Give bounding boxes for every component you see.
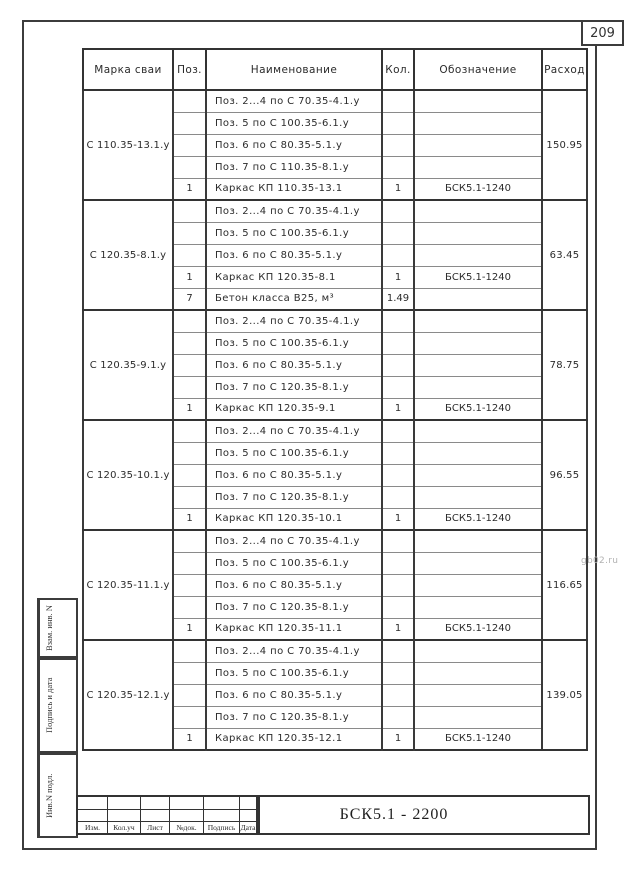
qty-cell: [382, 706, 414, 728]
poz-cell: [173, 90, 206, 112]
poz-cell: [173, 552, 206, 574]
side-label-vzam-inv-n: Взам. инв. N: [39, 600, 58, 656]
name-cell: Бетон класса В25, м³: [206, 288, 382, 310]
designation-cell: [414, 354, 542, 376]
designation-cell: [414, 574, 542, 596]
name-cell: Поз. 6 по С 80.35-5.1.у: [206, 134, 382, 156]
designation-cell: БСК5.1-1240: [414, 398, 542, 420]
poz-cell: [173, 310, 206, 332]
poz-cell: [173, 530, 206, 552]
designation-cell: [414, 112, 542, 134]
watermark: gb02.ru: [581, 556, 619, 566]
name-cell: Поз. 2...4 по С 70.35-4.1.у: [206, 310, 382, 332]
poz-cell: [173, 376, 206, 398]
qty-cell: [382, 442, 414, 464]
poz-cell: [173, 332, 206, 354]
designation-cell: БСК5.1-1240: [414, 508, 542, 530]
designation-cell: [414, 420, 542, 442]
consumption-cell: 63.45: [542, 200, 587, 310]
poz-cell: [173, 156, 206, 178]
qty-cell: 1: [382, 266, 414, 288]
poz-cell: [173, 244, 206, 266]
table-header-row: [83, 49, 587, 90]
name-cell: Каркас КП 120.35-9.1: [206, 398, 382, 420]
name-cell: Поз. 6 по С 80.35-5.1.у: [206, 574, 382, 596]
consumption-cell: 150.95: [542, 90, 587, 200]
stamp-column-label: №док.: [170, 822, 204, 833]
consumption-cell: 139.05: [542, 640, 587, 750]
side-cell-podpis: [37, 658, 78, 753]
designation-cell: [414, 486, 542, 508]
qty-cell: 1: [382, 618, 414, 640]
mark-cell: С 120.35-12.1.у: [83, 640, 173, 750]
qty-cell: [382, 640, 414, 662]
designation-cell: [414, 310, 542, 332]
page-number: 209: [590, 25, 615, 41]
qty-cell: [382, 332, 414, 354]
qty-cell: 1: [382, 178, 414, 200]
qty-cell: [382, 596, 414, 618]
side-cell-blank: [58, 660, 76, 751]
name-cell: Поз. 7 по С 120.35-8.1.у: [206, 376, 382, 398]
name-cell: Каркас КП 120.35-10.1: [206, 508, 382, 530]
name-cell: Поз. 5 по С 100.35-6.1.у: [206, 662, 382, 684]
name-cell: Поз. 5 по С 100.35-6.1.у: [206, 332, 382, 354]
stamp-cell: [240, 797, 256, 810]
designation-cell: [414, 200, 542, 222]
name-cell: Каркас КП 120.35-8.1: [206, 266, 382, 288]
stamp-column-label: Кол.уч: [108, 822, 141, 833]
header-poz: Поз.: [173, 49, 206, 90]
designation-cell: [414, 596, 542, 618]
qty-cell: 1: [382, 728, 414, 750]
poz-cell: 1: [173, 508, 206, 530]
name-cell: Каркас КП 120.35-12.1: [206, 728, 382, 750]
designation-cell: [414, 288, 542, 310]
consumption-cell: 116.65: [542, 530, 587, 640]
mark-cell: С 120.35-11.1.у: [83, 530, 173, 640]
qty-cell: [382, 464, 414, 486]
qty-cell: [382, 662, 414, 684]
stamp-column-label: Дата: [240, 823, 256, 832]
stamp-cell: [78, 797, 108, 810]
qty-cell: [382, 552, 414, 574]
qty-cell: [382, 134, 414, 156]
name-cell: Поз. 2...4 по С 70.35-4.1.у: [206, 530, 382, 552]
stamp-cell: [204, 797, 240, 810]
qty-cell: [382, 112, 414, 134]
stamp-column-label: Лист: [141, 822, 170, 833]
poz-cell: 1: [173, 178, 206, 200]
name-cell: Каркас КП 110.35-13.1: [206, 178, 382, 200]
poz-cell: 1: [173, 728, 206, 750]
stamp-grid: [76, 795, 258, 835]
name-cell: Поз. 7 по С 120.35-8.1.у: [206, 596, 382, 618]
table-row: [83, 420, 587, 442]
qty-cell: [382, 200, 414, 222]
name-cell: Поз. 2...4 по С 70.35-4.1.у: [206, 640, 382, 662]
qty-cell: [382, 222, 414, 244]
mark-cell: С 110.35-13.1.у: [83, 90, 173, 200]
name-cell: Поз. 7 по С 110.35-8.1.у: [206, 156, 382, 178]
name-cell: Поз. 7 по С 120.35-8.1.у: [206, 706, 382, 728]
name-cell: Поз. 5 по С 100.35-6.1.у: [206, 552, 382, 574]
designation-cell: [414, 684, 542, 706]
stamp-column-label: Подпись: [204, 822, 240, 833]
designation-cell: [414, 376, 542, 398]
name-cell: Поз. 6 по С 80.35-5.1.у: [206, 244, 382, 266]
poz-cell: [173, 464, 206, 486]
mark-cell: С 120.35-8.1.у: [83, 200, 173, 310]
qty-cell: [382, 684, 414, 706]
qty-cell: 1: [382, 398, 414, 420]
qty-cell: [382, 486, 414, 508]
name-cell: Поз. 2...4 по С 70.35-4.1.у: [206, 200, 382, 222]
poz-cell: [173, 574, 206, 596]
designation-cell: [414, 134, 542, 156]
name-cell: Каркас КП 120.35-11.1: [206, 618, 382, 640]
document-code: БСК5.1 - 2200: [258, 795, 590, 835]
header-name: Наименование: [206, 49, 382, 90]
side-cell-vzam: [37, 598, 78, 658]
poz-cell: 1: [173, 618, 206, 640]
designation-cell: БСК5.1-1240: [414, 618, 542, 640]
name-cell: Поз. 6 по С 80.35-5.1.у: [206, 464, 382, 486]
designation-cell: [414, 442, 542, 464]
name-cell: Поз. 2...4 по С 70.35-4.1.у: [206, 90, 382, 112]
stamp-cell: [170, 810, 204, 822]
spec-table-body: [83, 90, 587, 750]
qty-cell: [382, 420, 414, 442]
designation-cell: [414, 552, 542, 574]
table-row: [83, 200, 587, 222]
designation-cell: БСК5.1-1240: [414, 266, 542, 288]
qty-cell: [382, 244, 414, 266]
header-qty: Кол.: [382, 49, 414, 90]
qty-cell: [382, 574, 414, 596]
poz-cell: [173, 662, 206, 684]
page-number-box: [581, 20, 624, 46]
poz-cell: 7: [173, 288, 206, 310]
name-cell: Поз. 7 по С 120.35-8.1.у: [206, 486, 382, 508]
side-label-podpis-i-data: Подпись и дата: [39, 660, 58, 751]
qty-cell: [382, 354, 414, 376]
designation-cell: [414, 332, 542, 354]
poz-cell: [173, 112, 206, 134]
poz-cell: [173, 684, 206, 706]
stamp-cell: [141, 810, 170, 822]
mark-cell: С 120.35-10.1.у: [83, 420, 173, 530]
designation-cell: [414, 706, 542, 728]
designation-cell: [414, 156, 542, 178]
poz-cell: [173, 420, 206, 442]
designation-cell: [414, 464, 542, 486]
designation-cell: БСК5.1-1240: [414, 178, 542, 200]
consumption-cell: 78.75: [542, 310, 587, 420]
poz-cell: [173, 354, 206, 376]
stamp-cell: [78, 810, 108, 822]
poz-cell: [173, 222, 206, 244]
name-cell: Поз. 5 по С 100.35-6.1.у: [206, 442, 382, 464]
stamp-cell: [204, 810, 240, 822]
side-label-inv-n-podl: Инв.N подл.: [39, 755, 58, 836]
side-cell-inv: [37, 753, 78, 838]
mark-cell: С 120.35-9.1.у: [83, 310, 173, 420]
designation-cell: [414, 530, 542, 552]
poz-cell: [173, 486, 206, 508]
poz-cell: 1: [173, 266, 206, 288]
header-consumption: Расход: [542, 49, 587, 90]
designation-cell: [414, 222, 542, 244]
name-cell: Поз. 6 по С 80.35-5.1.у: [206, 354, 382, 376]
header-designation: Обозначение: [414, 49, 542, 90]
pile-spec-table: [82, 48, 588, 751]
name-cell: Поз. 5 по С 100.35-6.1.у: [206, 112, 382, 134]
stamp-cell: [141, 797, 170, 810]
poz-cell: [173, 706, 206, 728]
poz-cell: [173, 442, 206, 464]
designation-cell: [414, 244, 542, 266]
poz-cell: [173, 134, 206, 156]
table-row: [83, 90, 587, 112]
poz-cell: [173, 596, 206, 618]
qty-cell: [382, 90, 414, 112]
stamp-cell: [108, 810, 141, 822]
designation-cell: [414, 640, 542, 662]
name-cell: Поз. 5 по С 100.35-6.1.у: [206, 222, 382, 244]
header-mark: Марка сваи: [83, 49, 173, 90]
qty-cell: [382, 530, 414, 552]
qty-cell: [382, 156, 414, 178]
stamp-column-label: Изм.: [78, 822, 108, 833]
side-cell-blank: [58, 755, 76, 836]
qty-cell: [382, 376, 414, 398]
table-row: [83, 530, 587, 552]
poz-cell: 1: [173, 398, 206, 420]
designation-cell: БСК5.1-1240: [414, 728, 542, 750]
designation-cell: [414, 662, 542, 684]
table-row: [83, 640, 587, 662]
qty-cell: 1: [382, 508, 414, 530]
designation-cell: [414, 90, 542, 112]
stamp-cell: [170, 797, 204, 810]
qty-cell: 1.49: [382, 288, 414, 310]
table-row: [83, 310, 587, 332]
side-cell-blank: [58, 600, 76, 656]
consumption-cell: 96.55: [542, 420, 587, 530]
stamp-cell: [240, 810, 256, 822]
poz-cell: [173, 640, 206, 662]
name-cell: Поз. 2...4 по С 70.35-4.1.у: [206, 420, 382, 442]
qty-cell: [382, 310, 414, 332]
poz-cell: [173, 200, 206, 222]
name-cell: Поз. 6 по С 80.35-5.1.у: [206, 684, 382, 706]
stamp-cell: [108, 797, 141, 810]
